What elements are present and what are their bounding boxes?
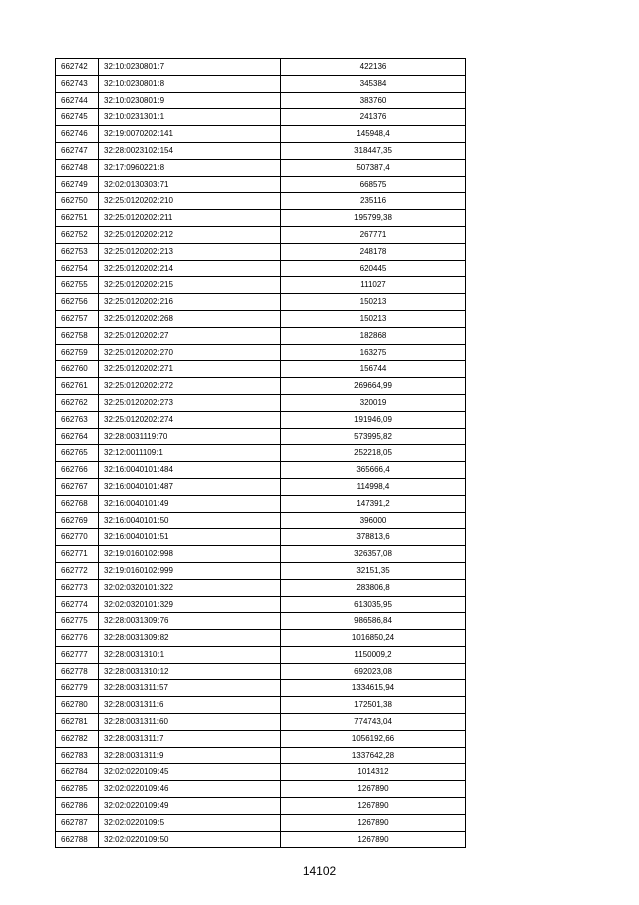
cadastral-value-table: [55, 58, 466, 848]
value-cell: 396000: [281, 512, 466, 529]
cadastral-number-cell: 32:25:0120202:214: [99, 260, 281, 277]
row-id-cell: 662776: [56, 630, 99, 647]
cadastral-number-cell: 32:02:0220109:45: [99, 764, 281, 781]
cadastral-number-cell: 32:10:0230801:8: [99, 75, 281, 92]
table-row: [56, 613, 466, 630]
table-row: [56, 126, 466, 143]
table-row: [56, 714, 466, 731]
cadastral-number-cell: 32:28:0031309:76: [99, 613, 281, 630]
value-cell: 1267890: [281, 831, 466, 848]
row-id-cell: 662754: [56, 260, 99, 277]
row-id-cell: 662777: [56, 646, 99, 663]
value-cell: 422136: [281, 59, 466, 76]
row-id-cell: 662750: [56, 193, 99, 210]
table-row: [56, 646, 466, 663]
table-row: [56, 630, 466, 647]
row-id-cell: 662773: [56, 579, 99, 596]
value-cell: 150213: [281, 294, 466, 311]
cadastral-number-cell: 32:16:0040101:50: [99, 512, 281, 529]
value-cell: 172501,38: [281, 697, 466, 714]
value-cell: 114998,4: [281, 478, 466, 495]
cadastral-number-cell: 32:25:0120202:271: [99, 361, 281, 378]
table-row: [56, 764, 466, 781]
row-id-cell: 662755: [56, 277, 99, 294]
value-cell: 195799,38: [281, 210, 466, 227]
cadastral-number-cell: 32:28:0031311:7: [99, 730, 281, 747]
row-id-cell: 662746: [56, 126, 99, 143]
cadastral-number-cell: 32:17:0960221:8: [99, 159, 281, 176]
table-row: [56, 529, 466, 546]
row-id-cell: 662769: [56, 512, 99, 529]
row-id-cell: 662765: [56, 445, 99, 462]
table-row: [56, 142, 466, 159]
cadastral-number-cell: 32:10:0231301:1: [99, 109, 281, 126]
value-cell: 378813,6: [281, 529, 466, 546]
table-row: [56, 394, 466, 411]
cadastral-number-cell: 32:16:0040101:487: [99, 478, 281, 495]
table-row: [56, 277, 466, 294]
value-cell: 191946,09: [281, 411, 466, 428]
value-cell: 283806,8: [281, 579, 466, 596]
cadastral-number-cell: 32:25:0120202:216: [99, 294, 281, 311]
cadastral-number-cell: 32:10:0230801:7: [99, 59, 281, 76]
table-row: [56, 562, 466, 579]
table-row: [56, 445, 466, 462]
table-row: [56, 327, 466, 344]
value-cell: 163275: [281, 344, 466, 361]
row-id-cell: 662760: [56, 361, 99, 378]
value-cell: 692023,08: [281, 663, 466, 680]
value-cell: 774743,04: [281, 714, 466, 731]
cadastral-number-cell: 32:28:0031309:82: [99, 630, 281, 647]
cadastral-number-cell: 32:28:0031310:12: [99, 663, 281, 680]
table-row: [56, 428, 466, 445]
cadastral-number-cell: 32:25:0120202:273: [99, 394, 281, 411]
row-id-cell: 662756: [56, 294, 99, 311]
value-cell: 345384: [281, 75, 466, 92]
value-cell: 320019: [281, 394, 466, 411]
table-row: [56, 75, 466, 92]
value-cell: 326357,08: [281, 546, 466, 563]
cadastral-number-cell: 32:12:0011109:1: [99, 445, 281, 462]
cadastral-number-cell: 32:19:0070202:141: [99, 126, 281, 143]
cadastral-number-cell: 32:25:0120202:211: [99, 210, 281, 227]
row-id-cell: 662761: [56, 378, 99, 395]
row-id-cell: 662772: [56, 562, 99, 579]
value-cell: 269664,99: [281, 378, 466, 395]
cadastral-number-cell: 32:28:0023102:154: [99, 142, 281, 159]
value-cell: 1056192,66: [281, 730, 466, 747]
table-row: [56, 596, 466, 613]
table-row: [56, 411, 466, 428]
cadastral-number-cell: 32:02:0320101:329: [99, 596, 281, 613]
value-cell: 1267890: [281, 781, 466, 798]
value-cell: 241376: [281, 109, 466, 126]
value-cell: 248178: [281, 243, 466, 260]
cadastral-number-cell: 32:16:0040101:484: [99, 462, 281, 479]
value-cell: 507387,4: [281, 159, 466, 176]
value-cell: 145948,4: [281, 126, 466, 143]
value-cell: 1334615,94: [281, 680, 466, 697]
value-cell: 147391,2: [281, 495, 466, 512]
row-id-cell: 662753: [56, 243, 99, 260]
cadastral-number-cell: 32:02:0220109:49: [99, 798, 281, 815]
cadastral-number-cell: 32:25:0120202:215: [99, 277, 281, 294]
cadastral-number-cell: 32:25:0120202:213: [99, 243, 281, 260]
table-row: [56, 59, 466, 76]
table-row: [56, 176, 466, 193]
table-row: [56, 831, 466, 848]
row-id-cell: 662782: [56, 730, 99, 747]
row-id-cell: 662766: [56, 462, 99, 479]
value-cell: 150213: [281, 310, 466, 327]
cadastral-number-cell: 32:19:0160102:998: [99, 546, 281, 563]
cadastral-number-cell: 32:16:0040101:51: [99, 529, 281, 546]
row-id-cell: 662783: [56, 747, 99, 764]
cadastral-number-cell: 32:25:0120202:268: [99, 310, 281, 327]
row-id-cell: 662763: [56, 411, 99, 428]
page-number: 14102: [302, 864, 337, 878]
table-row: [56, 243, 466, 260]
value-cell: 1150009,2: [281, 646, 466, 663]
table-row: [56, 663, 466, 680]
cadastral-number-cell: 32:25:0120202:272: [99, 378, 281, 395]
row-id-cell: 662786: [56, 798, 99, 815]
row-id-cell: 662759: [56, 344, 99, 361]
row-id-cell: 662752: [56, 226, 99, 243]
row-id-cell: 662771: [56, 546, 99, 563]
value-cell: 1267890: [281, 814, 466, 831]
row-id-cell: 662788: [56, 831, 99, 848]
cadastral-number-cell: 32:02:0320101:322: [99, 579, 281, 596]
cadastral-number-cell: 32:28:0031311:57: [99, 680, 281, 697]
row-id-cell: 662757: [56, 310, 99, 327]
cadastral-number-cell: 32:28:0031119:70: [99, 428, 281, 445]
table-row: [56, 462, 466, 479]
cadastral-number-cell: 32:10:0230801:9: [99, 92, 281, 109]
value-cell: 182868: [281, 327, 466, 344]
cadastral-number-cell: 32:25:0120202:270: [99, 344, 281, 361]
cadastral-number-cell: 32:25:0120202:212: [99, 226, 281, 243]
cadastral-number-cell: 32:02:0220109:50: [99, 831, 281, 848]
value-cell: 235116: [281, 193, 466, 210]
row-id-cell: 662764: [56, 428, 99, 445]
table-row: [56, 361, 466, 378]
table-row: [56, 344, 466, 361]
value-cell: 111027: [281, 277, 466, 294]
cadastral-number-cell: 32:25:0120202:27: [99, 327, 281, 344]
value-cell: 156744: [281, 361, 466, 378]
row-id-cell: 662787: [56, 814, 99, 831]
value-cell: 252218,05: [281, 445, 466, 462]
table-row: [56, 747, 466, 764]
value-cell: 365666,4: [281, 462, 466, 479]
cadastral-number-cell: 32:25:0120202:210: [99, 193, 281, 210]
table-row: [56, 210, 466, 227]
row-id-cell: 662749: [56, 176, 99, 193]
value-cell: 573995,82: [281, 428, 466, 445]
cadastral-number-cell: 32:28:0031311:60: [99, 714, 281, 731]
cadastral-number-cell: 32:02:0220109:5: [99, 814, 281, 831]
cadastral-number-cell: 32:19:0160102:999: [99, 562, 281, 579]
row-id-cell: 662748: [56, 159, 99, 176]
table-row: [56, 159, 466, 176]
row-id-cell: 662768: [56, 495, 99, 512]
cadastral-number-cell: 32:25:0120202:274: [99, 411, 281, 428]
cadastral-number-cell: 32:28:0031310:1: [99, 646, 281, 663]
table-row: [56, 226, 466, 243]
row-id-cell: 662742: [56, 59, 99, 76]
row-id-cell: 662780: [56, 697, 99, 714]
value-cell: 668575: [281, 176, 466, 193]
table-row: [56, 814, 466, 831]
cadastral-number-cell: 32:16:0040101:49: [99, 495, 281, 512]
table-body: [56, 59, 466, 848]
value-cell: 318447,35: [281, 142, 466, 159]
row-id-cell: 662747: [56, 142, 99, 159]
row-id-cell: 662774: [56, 596, 99, 613]
value-cell: 620445: [281, 260, 466, 277]
value-cell: 1016850,24: [281, 630, 466, 647]
value-cell: 32151,35: [281, 562, 466, 579]
value-cell: 613035,95: [281, 596, 466, 613]
table-row: [56, 109, 466, 126]
table-row: [56, 260, 466, 277]
table-row: [56, 697, 466, 714]
table-row: [56, 730, 466, 747]
table-row: [56, 378, 466, 395]
value-cell: 383760: [281, 92, 466, 109]
row-id-cell: 662745: [56, 109, 99, 126]
row-id-cell: 662781: [56, 714, 99, 731]
row-id-cell: 662770: [56, 529, 99, 546]
cadastral-number-cell: 32:02:0130303:71: [99, 176, 281, 193]
row-id-cell: 662744: [56, 92, 99, 109]
table-row: [56, 680, 466, 697]
value-cell: 986586,84: [281, 613, 466, 630]
table-row: [56, 495, 466, 512]
table-row: [56, 310, 466, 327]
table-row: [56, 798, 466, 815]
value-cell: 267771: [281, 226, 466, 243]
row-id-cell: 662785: [56, 781, 99, 798]
row-id-cell: 662743: [56, 75, 99, 92]
row-id-cell: 662775: [56, 613, 99, 630]
row-id-cell: 662767: [56, 478, 99, 495]
table-row: [56, 781, 466, 798]
value-cell: 1337642,28: [281, 747, 466, 764]
value-cell: 1267890: [281, 798, 466, 815]
table-row: [56, 546, 466, 563]
table-row: [56, 294, 466, 311]
row-id-cell: 662762: [56, 394, 99, 411]
row-id-cell: 662779: [56, 680, 99, 697]
row-id-cell: 662778: [56, 663, 99, 680]
cadastral-number-cell: 32:28:0031311:9: [99, 747, 281, 764]
table-row: [56, 92, 466, 109]
table-row: [56, 193, 466, 210]
cadastral-number-cell: 32:28:0031311:6: [99, 697, 281, 714]
row-id-cell: 662784: [56, 764, 99, 781]
table-row: [56, 478, 466, 495]
cadastral-number-cell: 32:02:0220109:46: [99, 781, 281, 798]
row-id-cell: 662751: [56, 210, 99, 227]
table-row: [56, 512, 466, 529]
row-id-cell: 662758: [56, 327, 99, 344]
table-row: [56, 579, 466, 596]
value-cell: 1014312: [281, 764, 466, 781]
